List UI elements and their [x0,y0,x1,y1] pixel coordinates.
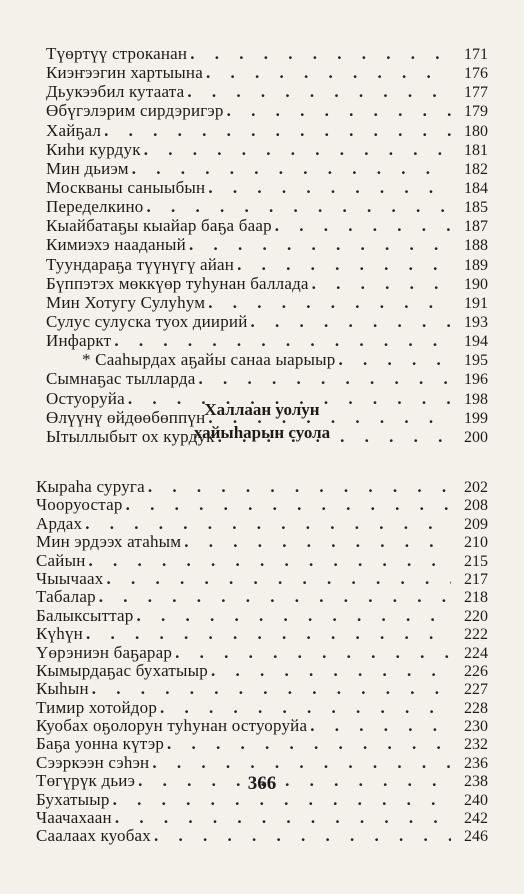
toc-entry [46,350,488,369]
toc-entry-title: Чооруостар [36,495,123,515]
toc-entry-title: Киэҥээгин хартыына [46,63,203,83]
toc-entry-title: Мин Хотугу Сулуhум [46,292,206,312]
toc-entry-page: 189 [464,256,488,274]
dot-leader [126,496,451,514]
toc-entry-title: Кыайбатаҕы кыайар баҕа баар [46,216,272,236]
toc-entry [36,735,488,753]
dot-leader [208,178,451,197]
dot-leader [206,63,451,82]
toc-entry-title: Мин эрдээх атаhым [36,532,182,552]
toc-entry [46,178,488,197]
toc-entry [46,369,488,388]
toc-entry-title: Түөртүү строканан [46,44,188,63]
toc-entry-title: Сулус сулуска туох диирий [46,311,248,331]
toc-entry-page: 176 [464,65,488,83]
dot-leader [187,82,451,101]
dot-leader [184,533,451,551]
toc-entry-page: 232 [464,736,488,754]
toc-entry-page: 180 [464,122,488,140]
toc-entry-title: Үөрэниэн баҕарар [36,642,173,662]
toc-entry-title: Куобах оҕолорун туhунан остуоруйа [36,716,308,736]
toc-entry-page: 187 [464,218,488,236]
toc-entry-title: Хайҕал [46,120,102,140]
dot-leader [148,478,451,496]
toc-entry [36,625,488,643]
toc-entry [46,159,488,178]
toc-entry-title: Өлүүнү өйдөөбөппүн [46,407,206,427]
toc-entry-title: Күhүн [36,624,83,644]
toc-entry [36,588,488,606]
toc-entry-title: Кымырдаҕас бухатыыр [36,660,208,680]
section-title-line-2: хайыhарын суола [193,423,331,442]
table-of-contents-part-1 [46,44,488,446]
toc-entry-title: Киhи курдук [46,139,141,159]
toc-entry-page: 194 [464,333,488,351]
toc-entry-title: Бүппэтэх мөккүөр туhунан баллада [46,273,309,293]
dot-leader [85,515,451,533]
toc-entry-page: 200 [464,428,488,446]
dot-leader [190,44,451,63]
toc-entry-page: 209 [464,515,488,533]
toc-entry [46,255,488,274]
toc-entry-title: Бухатыыр [36,789,110,809]
toc-entry-title: * Сааhырдах аҕайы санаа ыарыыр [82,350,336,370]
dot-leader [160,699,451,717]
toc-entry-title: Сымнаҕас тылларда [46,369,196,389]
toc-entry [36,754,488,772]
toc-entry [36,680,488,698]
dot-leader [312,274,451,293]
toc-entry-title: Саалаах куобах [36,826,151,846]
toc-entry-title: Кыраhа суруга [36,477,145,496]
toc-entry-title: Чаачахаан [36,808,112,828]
dot-leader [144,140,451,159]
toc-entry-title: Табалар [36,587,96,607]
dot-leader [237,255,451,274]
toc-entry-title: Чыычаах [36,568,104,588]
toc-entry-page: 190 [464,275,488,293]
toc-entry [36,552,488,570]
toc-entry-page: 182 [464,160,488,178]
dot-leader [251,312,452,331]
section-title-line-1: Халлаан уолун [204,400,320,419]
toc-entry [36,478,488,496]
toc-entry [46,216,488,235]
toc-entry-title: Өбүгэлэрим сирдэригэр [46,101,224,121]
toc-entry-page: 238 [464,773,488,791]
toc-entry [46,274,488,293]
toc-entry [36,607,488,625]
dot-leader [189,235,451,254]
toc-entry [46,312,488,331]
dot-leader [208,293,451,312]
toc-entry-title: Төгүрүк дьиэ [36,771,136,791]
toc-entry-page: 191 [464,294,488,312]
toc-entry-page: 208 [464,497,488,515]
toc-entry [46,121,488,140]
toc-entry-page: 202 [464,479,488,496]
toc-entry [36,699,488,717]
toc-entry-title: Баҕа уонна күтэр [36,734,165,754]
toc-entry-page: 179 [464,103,488,121]
toc-entry-title: Ытыллыбыт ох курдук [46,426,215,446]
toc-entry [46,82,488,101]
toc-entry-page: 195 [464,352,488,370]
toc-entry-title: Остуоруйа [46,388,125,408]
dot-leader [152,754,451,772]
toc-entry [46,44,488,63]
toc-entry-page: 228 [464,699,488,717]
dot-leader [211,662,451,680]
toc-entry [36,515,488,533]
toc-entry-title: Кимиэхэ нааданый [46,235,186,255]
toc-entry-page: 217 [464,570,488,588]
toc-entry-page: 220 [464,607,488,625]
toc-entry [46,63,488,82]
dot-leader [227,101,451,120]
dot-leader [175,644,451,662]
toc-entry-page: 177 [464,84,488,102]
dot-leader [89,552,451,570]
toc-entry [36,570,488,588]
dot-leader [199,369,452,388]
toc-entry-page: 196 [464,371,488,389]
toc-entry-page: 199 [464,409,488,427]
dot-leader [275,216,451,235]
dot-leader [339,350,452,369]
dot-leader [99,588,451,606]
dot-leader [132,159,451,178]
toc-entry [36,533,488,551]
dot-leader [310,717,451,735]
toc-entry-page: 222 [464,626,488,644]
toc-entry-page: 193 [464,313,488,331]
toc-entry-page: 185 [464,199,488,217]
toc-entry-title: Дьукээбил кутаата [46,82,185,102]
dot-leader [136,607,451,625]
dot-leader [106,570,451,588]
page-number: 366 [247,773,277,794]
toc-entry-title: Тимир хотойдор [36,697,158,717]
toc-entry-page: 181 [464,141,488,159]
toc-entry-title: Мин дьиэм [46,158,129,178]
toc-entry [36,644,488,662]
dot-leader [92,680,451,698]
toc-entry [36,662,488,680]
toc-entry-title: Туундараҕа түүнүгү айан [46,254,235,274]
toc-entry-title: Сээркээн сэhэн [36,752,150,772]
toc-entry-page: 240 [464,791,488,809]
toc-entry-page: 227 [464,681,488,699]
toc-entry-page: 188 [464,237,488,255]
toc-entry-page: 236 [464,754,488,772]
toc-entry [36,717,488,735]
toc-entry [46,293,488,312]
dot-leader [146,197,451,216]
toc-entry-page: 171 [464,46,488,63]
toc-entry-page: 198 [464,390,488,408]
dot-leader [167,735,451,753]
toc-entry-page: 242 [464,810,488,828]
toc-entry-page: 226 [464,662,488,680]
toc-entry [36,827,488,845]
toc-entry-page: 230 [464,718,488,736]
toc-entry-page: 184 [464,179,488,197]
toc-entry-page: 218 [464,589,488,607]
toc-entry-title: Кыhын [36,679,89,699]
dot-leader [154,827,451,845]
toc-entry-page: 246 [464,828,488,846]
toc-entry [46,197,488,216]
toc-entry-title: Балыксыттар [36,605,134,625]
toc-entry-page: 210 [464,534,488,552]
toc-entry [36,809,488,827]
toc-entry-page: 215 [464,552,488,570]
toc-entry [46,140,488,159]
toc-entry [46,235,488,254]
toc-entry [46,101,488,120]
toc-entry-title: Сайын [36,550,86,570]
toc-entry-title: Ардах [36,513,83,533]
dot-leader [114,331,451,350]
toc-entry-title: Москваны саныыбын [46,177,206,197]
dot-leader [86,625,451,643]
toc-entry [36,496,488,514]
dot-leader [115,809,451,827]
toc-entry-page: 224 [464,644,488,662]
toc-entry [46,331,488,350]
toc-entry-title: Инфаркт [46,331,112,351]
toc-entry-title: Переделкино [46,197,144,217]
dot-leader [104,121,451,140]
